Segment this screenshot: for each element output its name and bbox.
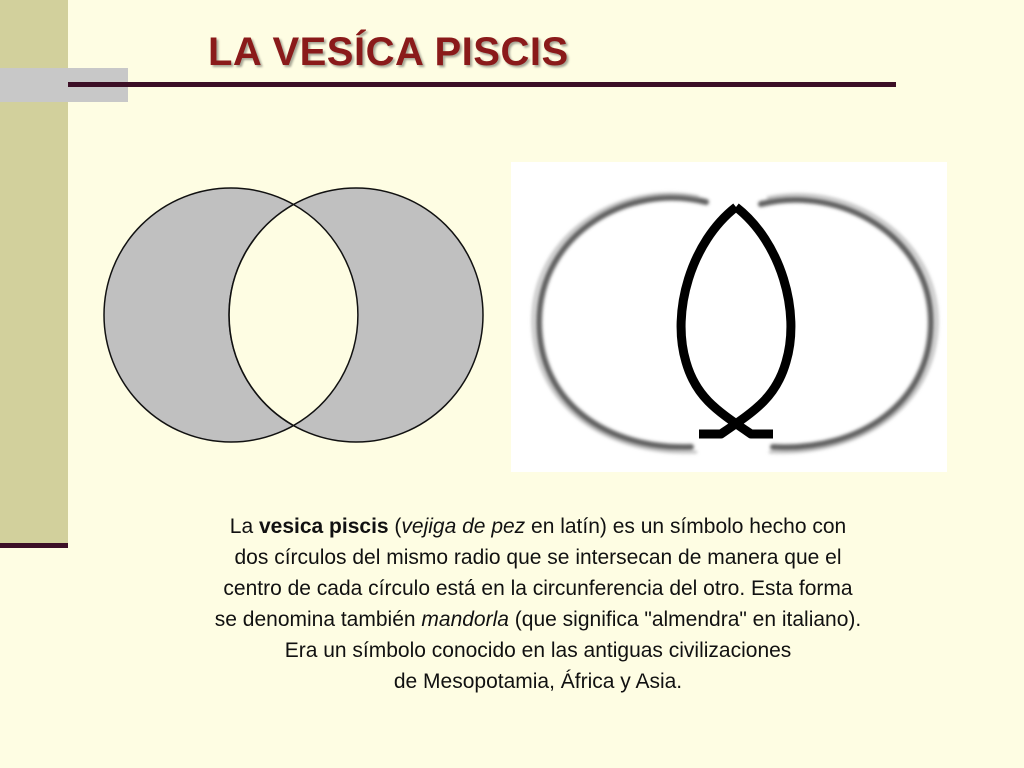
caption-text: ( [388,515,402,538]
left-bar-divider [0,543,68,548]
title-underline [68,82,896,87]
caption-text: en latín) es un símbolo hecho con [525,515,847,538]
caption-line-2: dos círculos del mismo radio que se intersecan de manera que el [234,546,842,569]
term-vesica-piscis: vesica piscis [258,515,389,538]
description-paragraph [100,511,976,697]
term-mandorla: mandorla [421,608,509,631]
caption-line-4 [100,604,976,635]
caption-line-3: centro de cada círculo está en la circunferencia del otro. Esta forma [223,577,853,600]
caption-text: La [229,515,259,538]
term-latin-translation: vejiga de pez [401,515,526,538]
slide-title: LA VESÍCA PISCIS [208,30,569,74]
caption-text: se denomina también [214,608,422,631]
vesica-piscis-figure [96,180,492,450]
caption-line-5: Era un símbolo conocido en las antiguas civilizaciones [284,639,792,662]
caption-line-6: de Mesopotamia, África y Asia. [393,670,683,693]
ichthys-figure [511,162,947,472]
caption-text: (que significa "almendra" en italiano). [508,608,862,631]
caption-line-1 [100,511,976,542]
